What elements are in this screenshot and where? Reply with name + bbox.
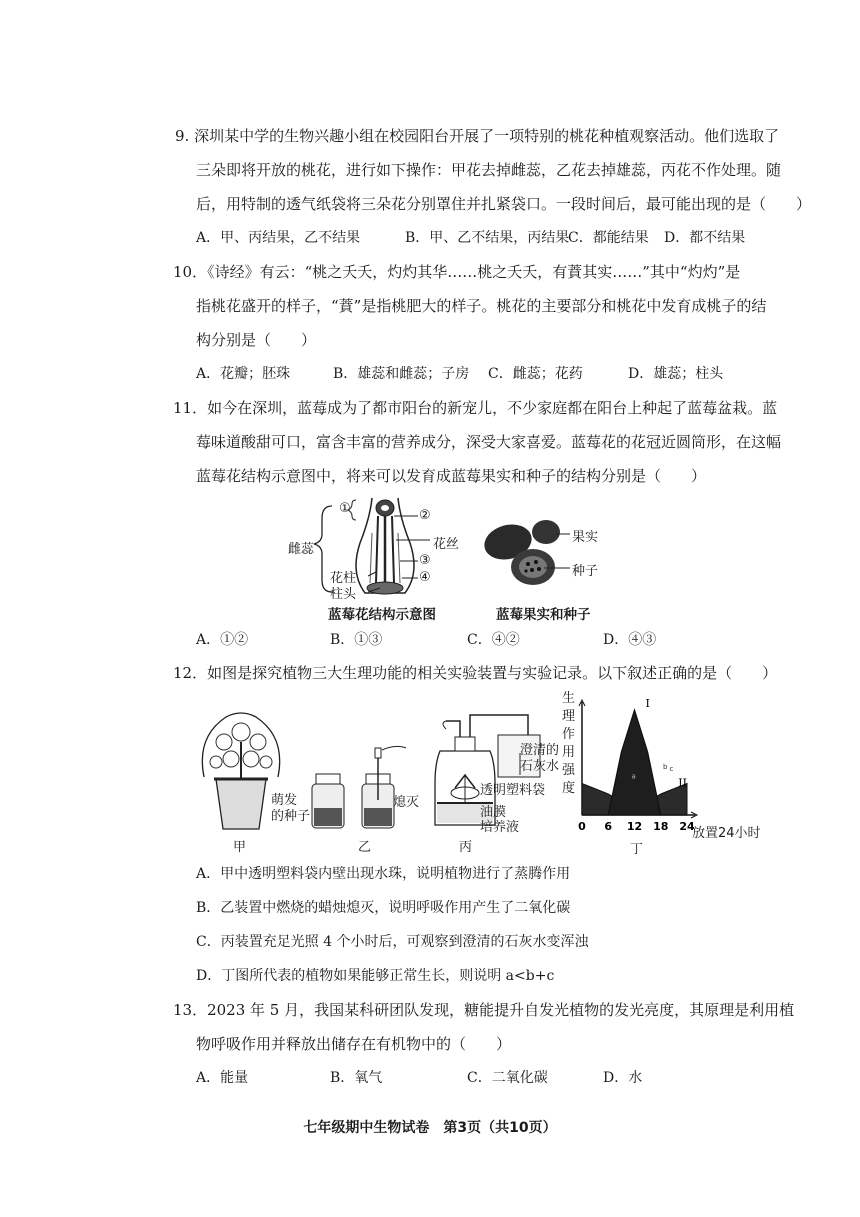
label-style: 花柱 xyxy=(330,571,357,586)
label-nutrient: 培养液 xyxy=(480,820,520,835)
label-filament: 花丝 xyxy=(433,537,460,552)
q10-option-a: A．花瓣；胚珠 xyxy=(196,366,291,382)
q11-line-3: 蓝莓花结构示意图中，将来可以发育成蓝莓果实和种子的结构分别是（ ） xyxy=(196,467,707,485)
series-II-label: II xyxy=(678,776,687,790)
q12-stem: 12．如图是探究植物三大生理功能的相关实验装置与实验记录。以下叙述正确的是（ ） xyxy=(173,664,778,682)
chart-ylabel: 生理作用强度 xyxy=(562,691,576,796)
q11-option-c: C．④② xyxy=(467,632,520,648)
label-seed: 种子 xyxy=(572,564,599,579)
q10-option-d: D．雄蕊；柱头 xyxy=(628,366,724,382)
q9-line-2: 三朵即将开放的桃花，进行如下操作：甲花去掉雌蕊，乙花去掉雄蕊，丙花不作处理。随 xyxy=(196,161,782,179)
label-yi: 乙 xyxy=(358,840,372,855)
q11-line-1: 11．如今在深圳，蓝莓成为了都市阳台的新宠儿，不少家庭都在阳台上种起了蓝莓盆栽。蓝 xyxy=(173,399,778,417)
label-ding: 丁 xyxy=(630,842,644,857)
label-2: ② xyxy=(419,508,431,523)
area-label-b: b xyxy=(662,762,668,771)
q10-option-c: C．雌蕊；花药 xyxy=(488,366,583,382)
q12-option-a: A．甲中透明塑料袋内壁出现水珠，说明植物进行了蒸腾作用 xyxy=(196,866,571,882)
q13-line-2: 物呼吸作用并释放出储存在有机物中的（ ） xyxy=(196,1035,512,1053)
series-I-label: I xyxy=(645,696,650,710)
q11-line-2: 莓味道酸甜可口，富含丰富的营养成分，深受大家喜爱。蓝莓花的花冠近圆筒形，在这幅 xyxy=(196,433,782,451)
q10-option-b: B．雄蕊和雌蕊；子房 xyxy=(333,366,470,382)
x-tick-label: 18 xyxy=(653,820,669,833)
label-plastic-bag: 透明塑料袋 xyxy=(480,783,546,798)
q13-option-d: D．水 xyxy=(603,1070,643,1086)
label-seeds: 萌发 的种子 xyxy=(271,793,311,824)
q9-line-3: 后，用特制的透气纸袋将三朵花分别罩住并扎紧袋口。一段时间后，最可能出现的是（ ） xyxy=(196,195,812,213)
q9-line-1: 9. 深圳某中学的生物兴趣小组在校园阳台开展了一项特别的桃花种植观察活动。他们选取了 xyxy=(175,127,780,145)
x-tick-label: 6 xyxy=(604,820,613,833)
q9-option-d: D．都不结果 xyxy=(664,230,746,246)
q13-option-a: A．能量 xyxy=(196,1070,249,1086)
label-fruit: 果实 xyxy=(572,530,599,545)
x-tick-label: 12 xyxy=(626,820,643,833)
label-1: ① xyxy=(339,501,351,516)
q13-line-1: 13．2023 年 5 月，我国某科研团队发现，糖能提升自发光植物的发光亮度，其原理是利用植 xyxy=(173,1001,795,1019)
label-limewater: 澄清的 石灰水 xyxy=(520,743,560,774)
q11-option-d: D．④③ xyxy=(603,632,657,648)
q12-option-b: B．乙装置中燃烧的蜡烛熄灭，说明呼吸作用产生了二氧化碳 xyxy=(196,900,571,916)
q10-line-2: 指桃花盛开的样子，“蕡”是指桃肥大的样子。桃花的主要部分和桃花中发育成桃子的结 xyxy=(196,297,767,315)
chart-xlabel: 放置24小时 xyxy=(692,826,761,841)
label-pistil: 雌蕊 xyxy=(288,542,315,557)
area-label-a: a xyxy=(631,772,636,781)
caption-flower: 蓝莓花结构示意图 xyxy=(328,607,436,623)
q11-option-b: B．①③ xyxy=(330,632,383,648)
q9-option-a: A．甲、丙结果，乙不结果 xyxy=(196,230,361,246)
q13-option-c: C．二氧化碳 xyxy=(467,1070,548,1086)
caption-fruit: 蓝莓果实和种子 xyxy=(496,607,591,623)
q11-option-a: A．①② xyxy=(196,632,249,648)
x-tick-label: 24 xyxy=(679,820,695,833)
area-label-c: c xyxy=(669,764,674,773)
q13-option-b: B．氧气 xyxy=(330,1070,383,1086)
page-footer: 七年级期中生物试卷 第3页（共10页） xyxy=(303,1120,557,1136)
chart-ding xyxy=(578,695,700,833)
label-stigma: 柱头 xyxy=(330,587,357,602)
q9-option-c: C．都能结果 xyxy=(568,230,649,246)
label-extinguished: 熄灭 xyxy=(393,795,420,810)
label-3: ③ xyxy=(419,553,431,568)
label-oil-film: 油膜 xyxy=(480,805,507,820)
label-jia: 甲 xyxy=(233,840,247,855)
label-bing: 丙 xyxy=(459,840,473,855)
q9-option-b: B．甲、乙不结果，丙结果 xyxy=(405,230,570,246)
q12-option-c: C．丙装置充足光照 4 个小时后，可观察到澄清的石灰水变浑浊 xyxy=(196,934,589,950)
blueberry-fruit-diagram xyxy=(478,512,578,592)
q10-line-1: 10．《诗经》有云：“桃之夭夭，灼灼其华……桃之夭夭，有蕡其实……”其中“灼灼”是 xyxy=(173,263,741,281)
x-tick-label: 0 xyxy=(578,820,586,833)
q12-option-d: D．丁图所代表的植物如果能够正常生长，则说明 a<b+c xyxy=(196,968,555,984)
label-4: ④ xyxy=(419,570,431,585)
q10-line-3: 构分别是（ ） xyxy=(196,331,317,349)
